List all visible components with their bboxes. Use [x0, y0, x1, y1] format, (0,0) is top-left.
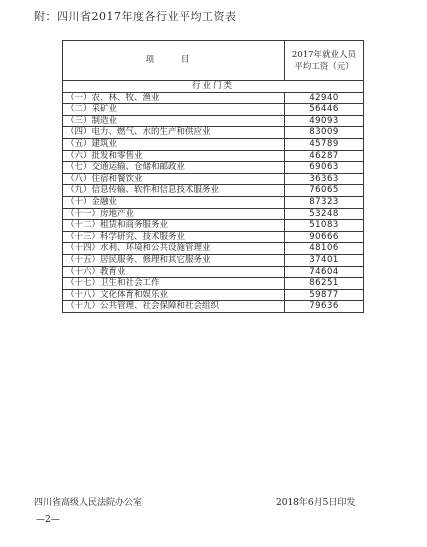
- document-title: 附：四川省2017年度各行业平均工资表: [34, 10, 237, 23]
- table-row: [63, 162, 364, 174]
- table-row: [63, 231, 364, 243]
- industry-name: （十二）租赁和商务服务业: [63, 220, 285, 232]
- page-number: —2—: [36, 515, 60, 525]
- average-wage: 37401: [285, 254, 364, 266]
- average-wage: 87323: [285, 196, 364, 208]
- table-row: [63, 92, 364, 104]
- average-wage: 83009: [285, 127, 364, 139]
- industry-name: （三）制造业: [63, 115, 285, 127]
- industry-name: （十九）公共管理、社会保障和社会组织: [63, 301, 285, 313]
- table-row: [63, 173, 364, 185]
- section-row: [63, 81, 364, 93]
- average-wage: 59877: [285, 289, 364, 301]
- table-header-row: [63, 41, 364, 81]
- footer-office: 四川省高级人民法院办公室: [34, 498, 143, 508]
- average-wage: 79636: [285, 301, 364, 313]
- average-wage: 48106: [285, 243, 364, 255]
- wage-table: [62, 40, 364, 313]
- average-wage: 45789: [285, 138, 364, 150]
- average-wage: 90666: [285, 231, 364, 243]
- average-wage: 86251: [285, 278, 364, 290]
- average-wage: 69063: [285, 162, 364, 174]
- average-wage: 36363: [285, 173, 364, 185]
- table-row: [63, 243, 364, 255]
- industry-name: （八）住宿和餐饮业: [63, 173, 285, 185]
- header-wage: 2017年就业人员平均工资（元）: [285, 41, 364, 81]
- table-row: [63, 289, 364, 301]
- industry-name: （二）采矿业: [63, 104, 285, 116]
- section-label: 行业门类: [63, 81, 364, 93]
- table-row: [63, 138, 364, 150]
- table-row: [63, 104, 364, 116]
- industry-name: （十五）居民服务、修理和其它服务业: [63, 254, 285, 266]
- industry-name: （四）电力、燃气、水的生产和供应业: [63, 127, 285, 139]
- table-row: [63, 301, 364, 313]
- table-row: [63, 254, 364, 266]
- table-row: [63, 208, 364, 220]
- industry-name: （十七）卫生和社会工作: [63, 278, 285, 290]
- table-row: [63, 150, 364, 162]
- header-item: 项 目: [63, 41, 285, 81]
- industry-name: （六）批发和零售业: [63, 150, 285, 162]
- industry-name: （五）建筑业: [63, 138, 285, 150]
- footer-date: 2018年6月5日印发: [276, 498, 356, 508]
- industry-name: （九）信息传输、软件和信息技术服务业: [63, 185, 285, 197]
- average-wage: 76065: [285, 185, 364, 197]
- table-row: [63, 220, 364, 232]
- industry-name: （一）农、林、牧、渔业: [63, 92, 285, 104]
- industry-name: （十八）文化体育和娱乐业: [63, 289, 285, 301]
- average-wage: 42940: [285, 92, 364, 104]
- industry-name: （十三）科学研究、技术服务业: [63, 231, 285, 243]
- average-wage: 51083: [285, 220, 364, 232]
- industry-name: （十）金融业: [63, 196, 285, 208]
- table-row: [63, 115, 364, 127]
- average-wage: 46287: [285, 150, 364, 162]
- average-wage: 49093: [285, 115, 364, 127]
- table-row: [63, 196, 364, 208]
- industry-name: （十六）教育业: [63, 266, 285, 278]
- average-wage: 53248: [285, 208, 364, 220]
- table-row: [63, 185, 364, 197]
- industry-name: （十一）房地产业: [63, 208, 285, 220]
- table-row: [63, 278, 364, 290]
- table-row: [63, 127, 364, 139]
- average-wage: 74604: [285, 266, 364, 278]
- table-row: [63, 266, 364, 278]
- industry-name: （十四）水利、环境和公共设施管理业: [63, 243, 285, 255]
- average-wage: 56446: [285, 104, 364, 116]
- industry-name: （七）交通运输、仓储和邮政业: [63, 162, 285, 174]
